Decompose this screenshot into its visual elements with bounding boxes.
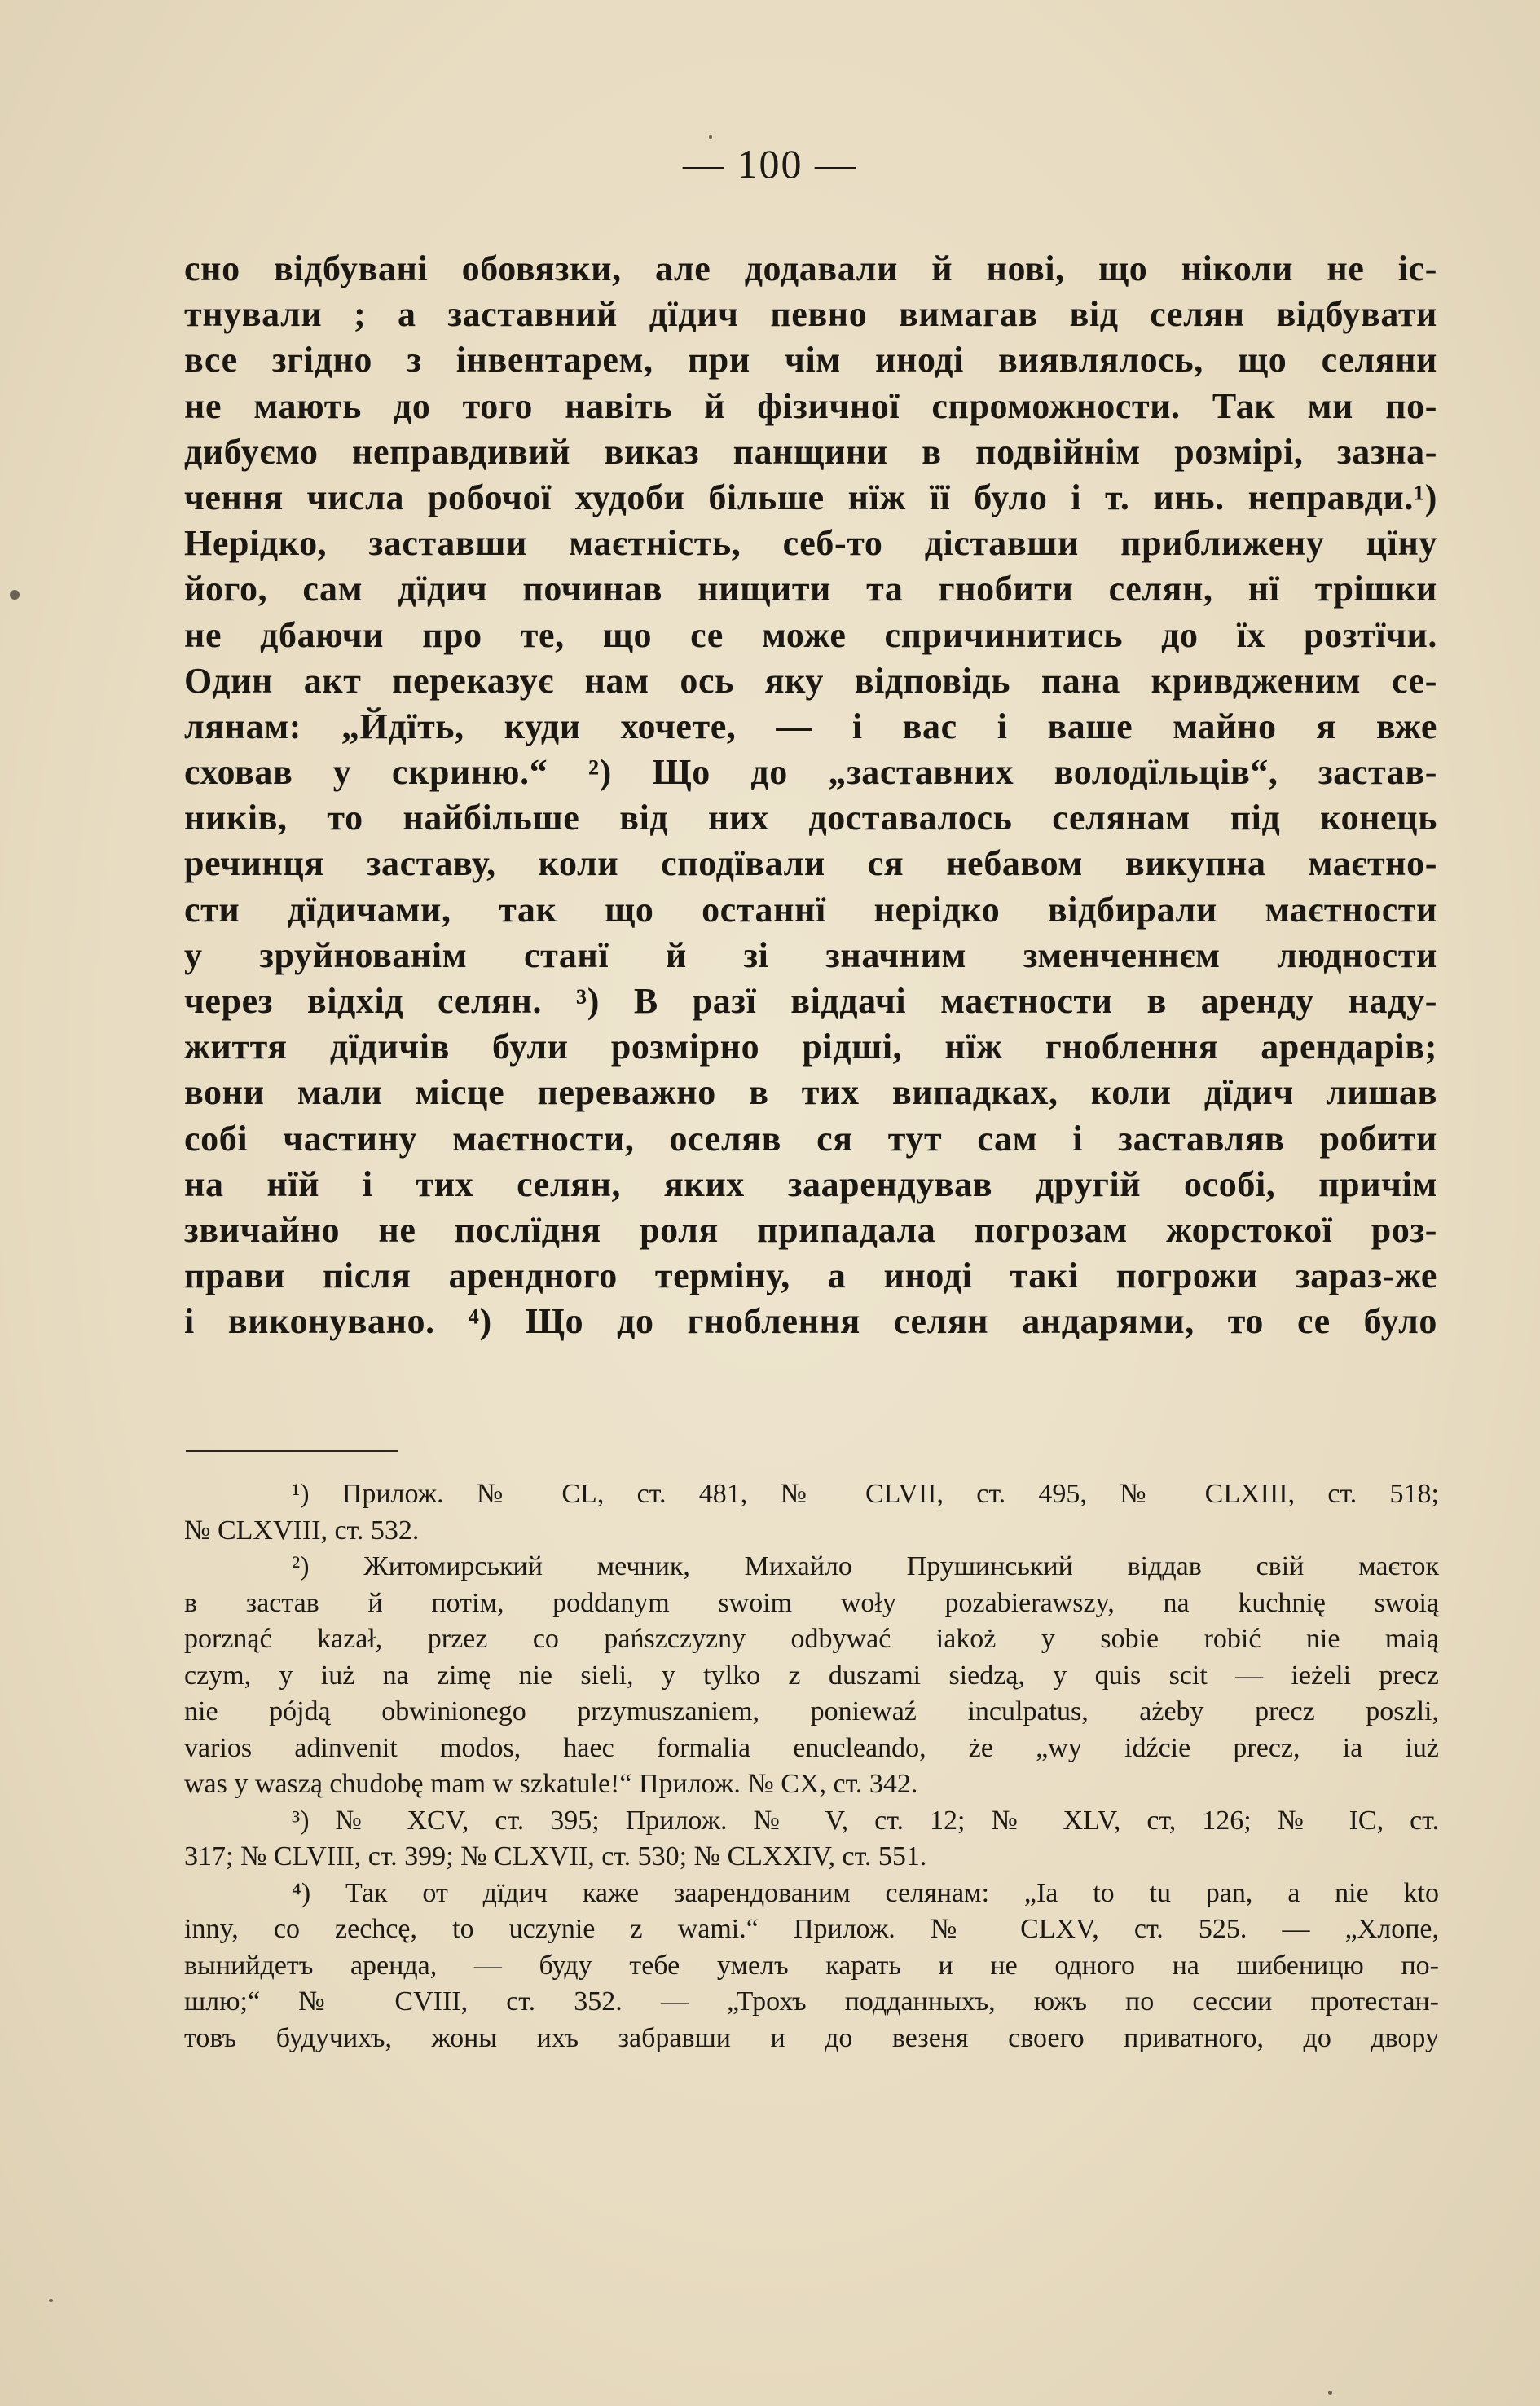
footnote-line: шлю;“ № CVIII, ст. 352. — „Трохъ подданныхъ, южъ по сессии протестан- <box>184 1986 1439 2017</box>
main-text <box>184 246 1437 1345</box>
text-line: Один акт переказує нам ось яку відповідь пана кривдженим се- <box>184 660 1437 701</box>
page-number: — 100 — <box>683 141 857 187</box>
footnote-line: porznąć kazał, przez co pańszczyzny odbywać iakoż y sobie robić nie maią <box>184 1624 1439 1654</box>
text-line: звичайно не послїдня роля припадала погрозам жорстокої роз- <box>184 1209 1437 1250</box>
text-line: тнували ; а заставний дїдич певно вимагав від селян відбувати <box>184 294 1437 335</box>
scan-speck <box>709 135 712 139</box>
text-line: речинця заставу, коли сподївали ся небавом викупна маєтно- <box>184 843 1437 884</box>
text-line: у зруйнованім станї й зі значним зменченнєм людности <box>184 935 1437 975</box>
text-line: через відхід селян. ³) В разї віддачі маєтности в аренду наду- <box>184 981 1437 1021</box>
text-line: життя дїдичів були розмірно рідші, нїж гноблення арендарів; <box>184 1027 1437 1067</box>
text-line: дибуємо неправдивий виказ панщини в подвійнім розмірі, зазна- <box>184 431 1437 472</box>
text-line: все згідно з інвентарем, при чім иноді виявлялось, що селяни <box>184 340 1437 380</box>
scan-speck <box>10 590 20 600</box>
footnote-line: № CLXVIII, ст. 532. <box>184 1515 420 1546</box>
text-line: собі частину маєтности, оселяв ся тут сам і заставляв робити <box>184 1118 1437 1159</box>
footnotes <box>184 1476 1439 2056</box>
footnote-line: ⁴) Так от дїдич каже заарендованим селянам: „Ia to tu pan, a nie kto <box>292 1877 1439 1908</box>
text-line: не дбаючи про те, що се може спричинитись до їх розтїчи. <box>184 614 1437 655</box>
scan-speck <box>1328 2391 1332 2395</box>
text-line: його, сам дїдич починав нищити та гнобити селян, нї трішки <box>184 569 1437 609</box>
footnote-line: вынийдетъ аренда, — буду тебе умелъ карать и не одного на шибеницю по- <box>184 1950 1439 1981</box>
text-line: сховав у скриню.“ ²) Що до „заставних володїльців“, застав- <box>184 752 1437 793</box>
text-line: чення числа робочої худоби більше нїж її було і т. инь. неправди.¹) <box>184 477 1437 517</box>
footnote-line: товъ будучихъ, жоны ихъ забравши и до везеня своего приватного, до двору <box>184 2022 1439 2053</box>
scan-speck <box>49 2299 53 2302</box>
text-line: не мають до того навіть й фізичної спроможности. Так ми по- <box>184 385 1437 426</box>
footnote-line: varios adinvenit modos, haec formalia enucleando, że „wy idźcie precz, ia iuż <box>184 1732 1439 1763</box>
text-line: лянам: „Йдїть, куди хочете, — і вас і ваше майно я вже <box>184 706 1437 746</box>
text-line: Нерідко, заставши маєтність, себ-то діставши приближену цїну <box>184 523 1437 564</box>
footnote-line: nie pójdą obwinionego przymuszaniem, poniewaź inculpatus, ażeby precz poszli, <box>184 1696 1439 1726</box>
text-line: сти дїдичами, так що останнї нерідко відбирали маєтности <box>184 889 1437 930</box>
footnote-line: ³) № XCV, ст. 395; Прилож. № V, ст. 12; № XLV, ст, 126; № IC, ст. <box>292 1805 1439 1836</box>
text-line: прави після арендного терміну, а иноді такі погрожи зараз-же <box>184 1256 1437 1296</box>
footnote-line: ²) Житомирський мечник, Михайло Прушинський віддав свій маєток <box>292 1551 1439 1581</box>
footnote-line: was y waszą chudobę mam w szkatule!“ Прилож. № CX, ст. 342. <box>184 1769 918 1799</box>
footnote-line: czym, y iuż na zimę nie sieli, y tylko z duszami siedzą, y quis scit — ieżeli precz <box>184 1660 1439 1691</box>
text-line: вони мали місце переважно в тих випадках, коли дїдич лишав <box>184 1072 1437 1113</box>
text-line: на нїй і тих селян, яких заарендував другій особі, причім <box>184 1163 1437 1204</box>
footnote-line: в застав й потім, poddanym swoim woły pozabierawszy, na kuchnię swoią <box>184 1587 1439 1618</box>
text-line: і виконувано. ⁴) Що до гноблення селян андарями, то се було <box>184 1301 1437 1342</box>
footnote-line: 317; № CLVIII, ст. 399; № CLXVII, ст. 530; № CLXXIV, ст. 551. <box>184 1841 927 1872</box>
footnote-line: inny, co zechcę, to uczynie z wami.“ Прилож. № CLXV, ст. 525. — „Хлопе, <box>184 1914 1439 1944</box>
text-line: сно відбувані обовязки, але додавали й нові, що ніколи не іс- <box>184 249 1437 288</box>
footnote-separator <box>186 1450 398 1452</box>
text-line: ників, то найбільше від них доставалось селянам під конець <box>184 798 1437 838</box>
footnote-line: ¹) Прилож. № CL, ст. 481, № CLVII, ст. 495, № CLXIII, ст. 518; <box>292 1479 1439 1509</box>
